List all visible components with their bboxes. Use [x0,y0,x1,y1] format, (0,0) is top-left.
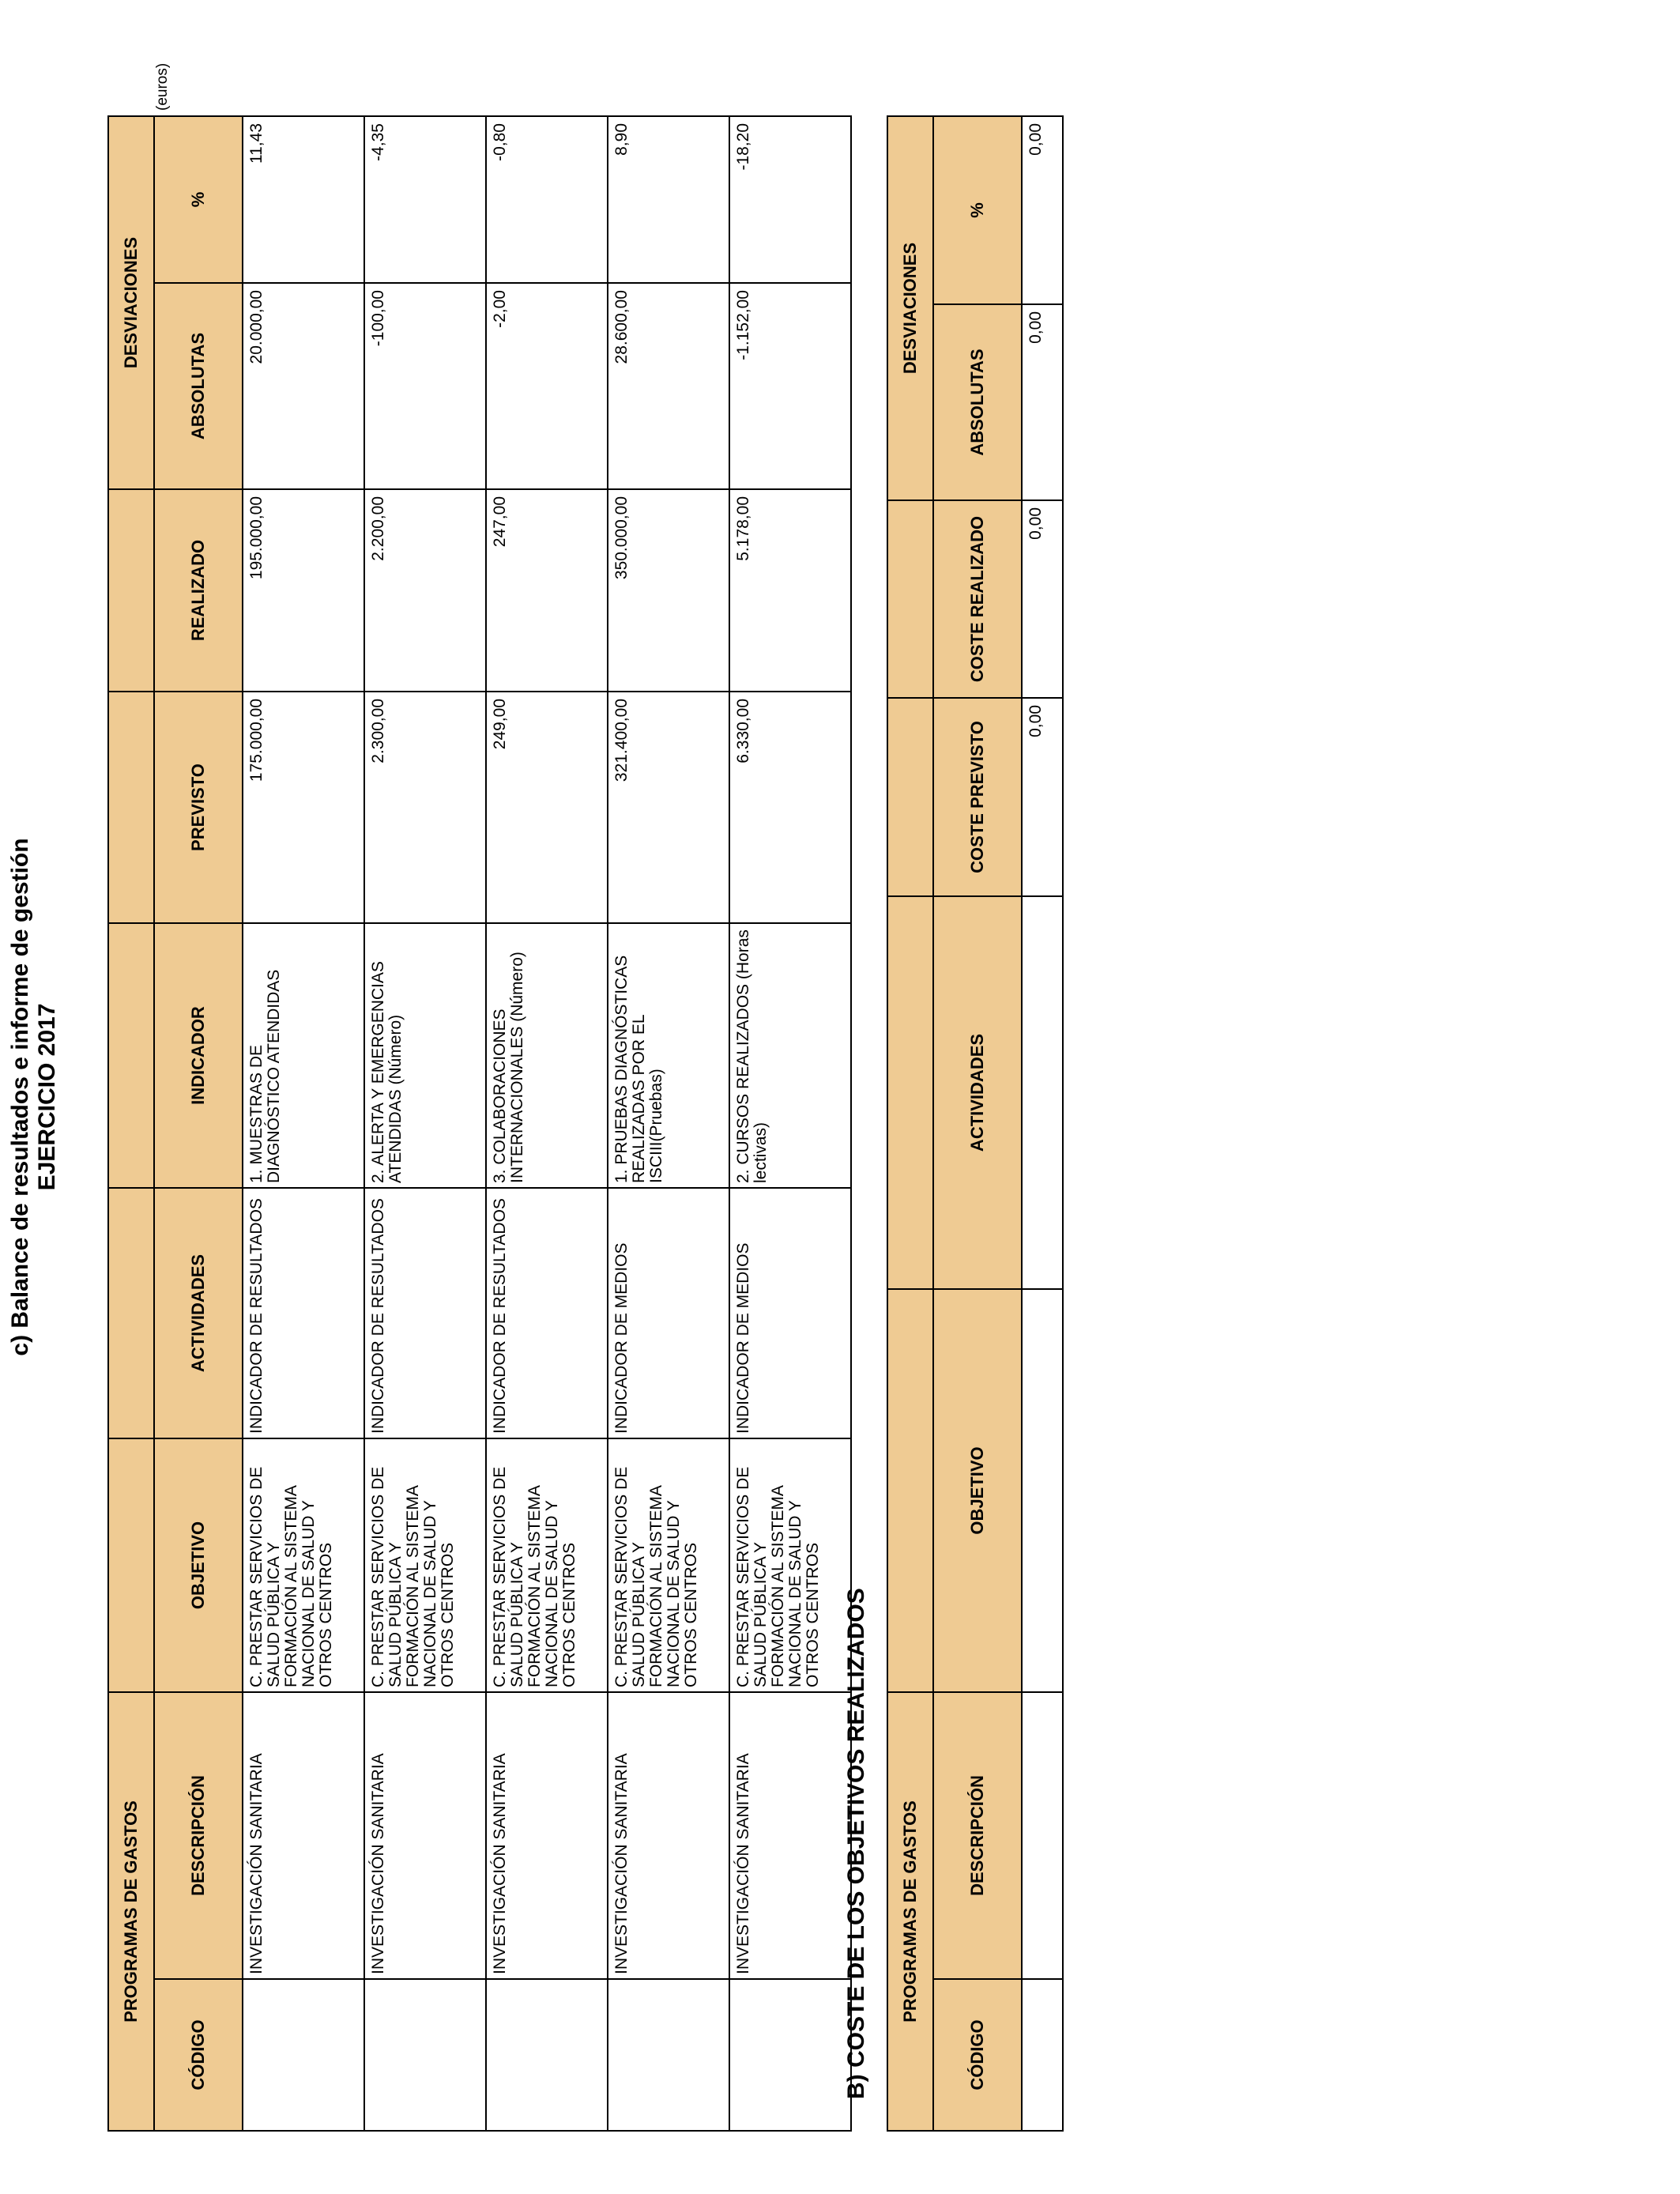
cell-indicador: 1. MUESTRAS DE DIAGNÓSTICO ATENDIDAS [243,923,364,1188]
cell-absolutas: 28.600,00 [608,283,729,489]
cell-realizado: 2.200,00 [364,489,486,692]
cell-objetivo: C. PRESTAR SERVICIOS DE SALUD PÚBLICA Y FORMACIÓN AL SISTEMA NACIONAL DE SALUD Y OTROS CENTROS [364,1438,486,1692]
cell-indicador: 2. CURSOS REALIZADOS (Horas lectivas) [729,923,851,1188]
col-descripcion-header: DESCRIPCIÓN [154,1692,243,1979]
cell-descripcion [1022,1692,1063,1979]
cell-coste-previsto: 0,00 [1022,698,1063,896]
cell-codigo [729,1979,851,2131]
col-indicador-header: INDICADOR [154,923,243,1188]
cell-objetivo [1022,1289,1063,1692]
group-desviaciones-header: DESVIACIONES [108,116,154,489]
cell-previsto: 175.000,00 [243,692,364,923]
cell-actividades: INDICADOR DE RESULTADOS [364,1188,486,1438]
cell-absolutas: -2,00 [486,283,608,489]
col-absolutas-header: ABSOLUTAS [933,304,1022,500]
col-codigo-header: CÓDIGO [154,1979,243,2131]
cell-codigo [364,1979,486,2131]
cell-descripcion: INVESTIGACIÓN SANITARIA [729,1692,851,1979]
section-b-title: B) COSTE DE LOS OBJETIVOS REALIZADOS [843,1588,869,2099]
cell-absolutas: 20.000,00 [243,283,364,489]
col-coste-realizado-header: COSTE REALIZADO [933,500,1022,698]
cell-realizado: 350.000,00 [608,489,729,692]
col-objetivo-header: OBJETIVO [154,1438,243,1692]
group-desviaciones-header: DESVIACIONES [887,116,933,500]
cell-indicador: 2. ALERTA Y EMERGENCIAS ATENDIDAS (Número) [364,923,486,1188]
cell-actividades [1022,896,1063,1289]
group-programas-header: PROGRAMAS DE GASTOS [108,1692,154,2131]
cell-realizado: 247,00 [486,489,608,692]
col-actividades-header: ACTIVIDADES [933,896,1022,1289]
cell-objetivo: C. PRESTAR SERVICIOS DE SALUD PÚBLICA Y FORMACIÓN AL SISTEMA NACIONAL DE SALUD Y OTROS CENTROS [729,1438,851,1692]
results-table [107,115,852,2132]
cell-descripcion: INVESTIGACIÓN SANITARIA [486,1692,608,1979]
cell-objetivo: C. PRESTAR SERVICIOS DE SALUD PÚBLICA Y FORMACIÓN AL SISTEMA NACIONAL DE SALUD Y OTROS CENTROS [486,1438,608,1692]
cost-table [887,115,1064,2132]
cell-actividades: INDICADOR DE MEDIOS [608,1188,729,1438]
table-row [486,116,608,2131]
col-pct-header: % [933,116,1022,304]
table-row [364,116,486,2131]
cell-pct: -18,20 [729,116,851,283]
cell-descripcion: INVESTIGACIÓN SANITARIA [608,1692,729,1979]
cell-absolutas: -100,00 [364,283,486,489]
cell-indicador: 1. PRUEBAS DIAGNÓSTICAS REALIZADAS POR EL ISCIII(Pruebas) [608,923,729,1188]
cell-previsto: 6.330,00 [729,692,851,923]
cell-indicador: 3. COLABORACIONES INTERNACIONALES (Número) [486,923,608,1188]
table-row [243,116,364,2131]
cell-pct: 11,43 [243,116,364,283]
cell-objetivo: C. PRESTAR SERVICIOS DE SALUD PÚBLICA Y FORMACIÓN AL SISTEMA NACIONAL DE SALUD Y OTROS CENTROS [243,1438,364,1692]
table-row [729,116,851,2131]
page-title: c) Balance de resultados e informe de gestión [7,838,33,1356]
cell-previsto: 2.300,00 [364,692,486,923]
cell-codigo [243,1979,364,2131]
cell-pct: -0,80 [486,116,608,283]
unit-label: (euros) [154,62,171,111]
cell-previsto: 249,00 [486,692,608,923]
col-actividades-header: ACTIVIDADES [154,1188,243,1438]
col-codigo-header: CÓDIGO [933,1979,1022,2131]
col-absolutas-header: ABSOLUTAS [154,283,243,489]
col-objetivo-header: OBJETIVO [933,1289,1022,1692]
cell-pct: -4,35 [364,116,486,283]
cell-previsto: 321.400,00 [608,692,729,923]
cell-codigo [1022,1979,1063,2131]
cell-descripcion: INVESTIGACIÓN SANITARIA [243,1692,364,1979]
page-subtitle: EJERCICIO 2017 [34,1003,60,1191]
cell-descripcion: INVESTIGACIÓN SANITARIA [364,1692,486,1979]
col-pct-header: % [154,116,243,283]
cell-realizado: 5.178,00 [729,489,851,692]
col-realizado-header: REALIZADO [154,489,243,692]
cell-realizado: 195.000,00 [243,489,364,692]
cell-actividades: INDICADOR DE RESULTADOS [243,1188,364,1438]
group-programas-header: PROGRAMAS DE GASTOS [887,1692,933,2131]
col-descripcion-header: DESCRIPCIÓN [933,1692,1022,1979]
cell-coste-realizado: 0,00 [1022,500,1063,698]
table-row [1022,116,1063,2131]
cell-actividades: INDICADOR DE RESULTADOS [486,1188,608,1438]
cell-objetivo: C. PRESTAR SERVICIOS DE SALUD PÚBLICA Y FORMACIÓN AL SISTEMA NACIONAL DE SALUD Y OTROS CENTROS [608,1438,729,1692]
cell-actividades: INDICADOR DE MEDIOS [729,1188,851,1438]
cell-pct: 8,90 [608,116,729,283]
cell-absolutas: 0,00 [1022,304,1063,500]
col-previsto-header: PREVISTO [154,692,243,923]
cell-absolutas: -1.152,00 [729,283,851,489]
cell-codigo [608,1979,729,2131]
cell-pct: 0,00 [1022,116,1063,304]
table-row [608,116,729,2131]
col-coste-previsto-header: COSTE PREVISTO [933,698,1022,896]
cell-codigo [486,1979,608,2131]
